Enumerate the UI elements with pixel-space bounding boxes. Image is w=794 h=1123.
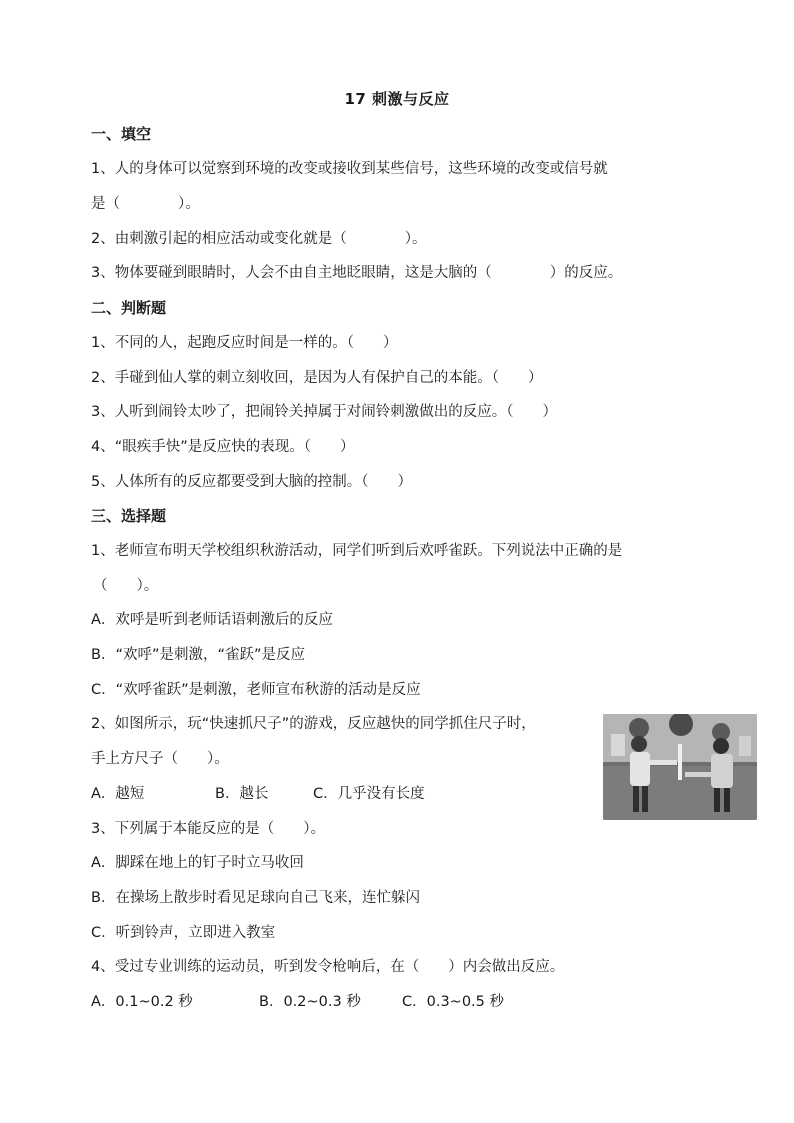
- mc-q2-option-b: B．越长: [215, 786, 269, 802]
- mc-q3-option-c: C．听到铃声，立即进入教室: [91, 925, 276, 941]
- tf-q2: 2、手碰到仙人掌的刺立刻收回，是因为人有保护自己的本能。（ ）: [91, 370, 543, 386]
- mc-q4-option-c: C．0.3~0.5 秒: [402, 994, 505, 1010]
- mc-q1-option-a: A．欢呼是听到老师话语刺激后的反应: [91, 612, 333, 628]
- section-heading-fill-in: 一、填空: [91, 125, 152, 143]
- mc-q4: 4、受过专业训练的运动员，听到发令枪响后，在（ ）内会做出反应。: [91, 959, 565, 975]
- page-title: 17 刺激与反应: [344, 90, 450, 108]
- fill-q1-line1: 1、人的身体可以觉察到环境的改变或接收到某些信号，这些环境的改变或信号就: [91, 161, 608, 177]
- mc-q3: 3、下列属于本能反应的是（ ）。: [91, 821, 325, 837]
- tf-q1: 1、不同的人，起跑反应时间是一样的。（ ）: [91, 335, 398, 351]
- mc-q4-option-a: A．0.1~0.2 秒: [91, 994, 193, 1010]
- fill-q1-line2: 是（ ）。: [91, 196, 200, 212]
- mc-q1-line2: （ ）。: [93, 578, 159, 594]
- mc-q1-option-c: C．“欢呼雀跃”是刺激，老师宣布秋游的活动是反应: [91, 682, 421, 698]
- tf-q5: 5、人体所有的反应都要受到大脑的控制。（ ）: [91, 474, 412, 490]
- mc-q4-option-b: B．0.2~0.3 秒: [259, 994, 361, 1010]
- mc-q3-option-b: B．在操场上散步时看见足球向自己飞来，连忙躲闪: [91, 890, 420, 906]
- tf-q4: 4、“眼疾手快”是反应快的表现。（ ）: [91, 439, 355, 455]
- fill-q3: 3、物体要碰到眼睛时，人会不由自主地眨眼睛，这是大脑的（ ）的反应。: [91, 265, 623, 281]
- mc-q1-line1: 1、老师宣布明天学校组织秋游活动，同学们听到后欢呼雀跃。下列说法中正确的是: [91, 543, 623, 559]
- fill-q2: 2、由刺激引起的相应活动或变化就是（ ）。: [91, 231, 427, 247]
- section-heading-true-false: 二、判断题: [91, 299, 167, 317]
- mc-q2-line2: 手上方尺子（ ）。: [91, 751, 229, 767]
- section-heading-multiple-choice: 三、选择题: [91, 507, 167, 525]
- tf-q3: 3、人听到闹铃太吵了，把闹铃关掉属于对闹铃刺激做出的反应。（ ）: [91, 404, 557, 420]
- mc-q2-option-a: A．越短: [91, 786, 145, 802]
- mc-q1-option-b: B．“欢呼”是刺激，“雀跃”是反应: [91, 647, 305, 663]
- mc-q3-option-a: A．脚踩在地上的钉子时立马收回: [91, 855, 304, 871]
- mc-q4-options: [91, 992, 504, 1012]
- mc-q2-option-c: C．几乎没有长度: [313, 786, 425, 802]
- ruler-game-photo: [603, 714, 757, 820]
- mc-q2-line1: 2、如图所示，玩“快速抓尺子”的游戏，反应越快的同学抓住尺子时，: [91, 716, 536, 732]
- mc-q2-options: [91, 784, 425, 804]
